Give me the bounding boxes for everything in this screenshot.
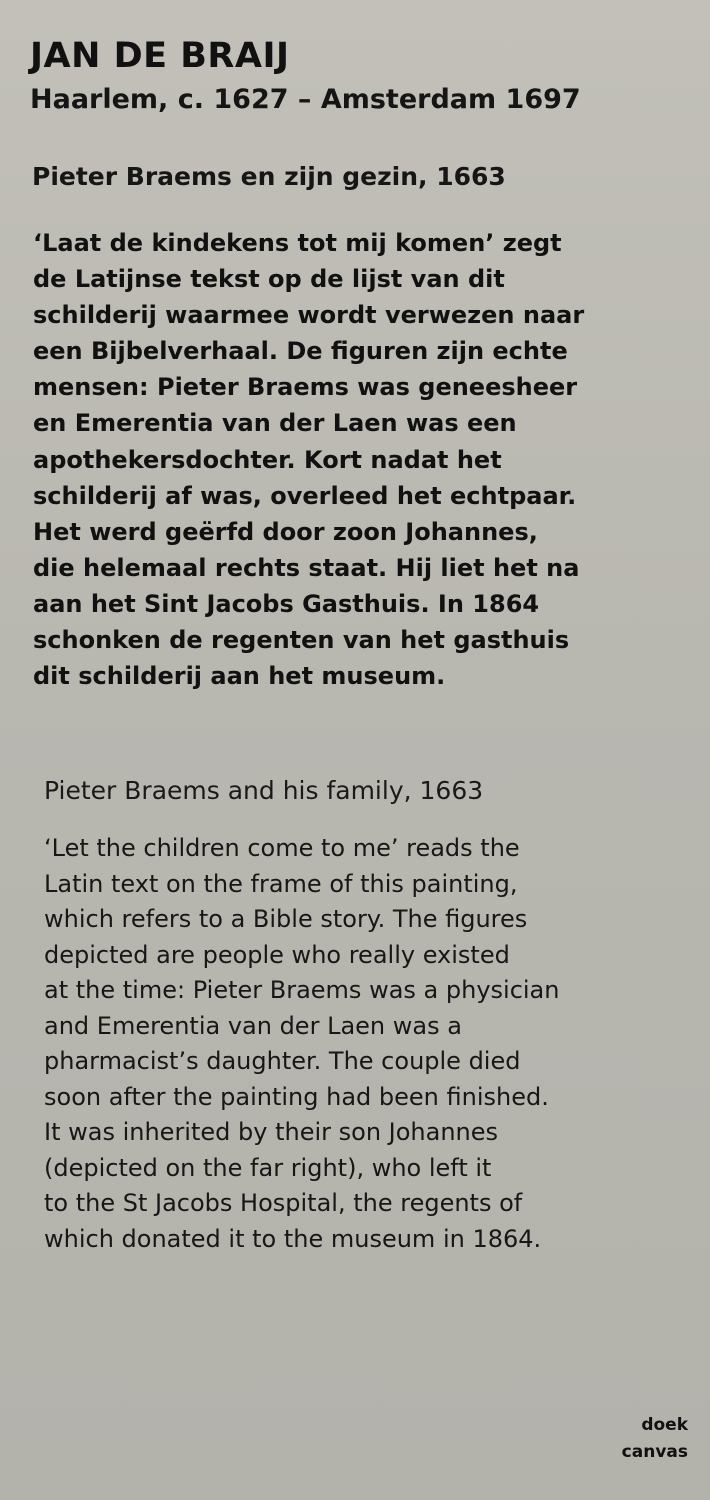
english-description-line: ‘Let the children come to me’ reads the: [44, 834, 520, 862]
dutch-description-line: schilderij af was, overleed het echtpaar.: [33, 481, 577, 510]
dutch-description-line: ‘Laat de kindekens tot mij komen’ zegt: [33, 229, 562, 257]
dutch-description-line: die helemaal rechts staat. Hij liet het na: [33, 553, 580, 582]
dutch-description-line: en Emerentia van der Laen was een: [33, 409, 517, 438]
english-artwork-title: Pieter Braems and his family, 1663: [44, 776, 484, 805]
english-description-line: soon after the painting had been finished.: [44, 1082, 549, 1111]
english-description: [44, 831, 664, 1257]
english-description-line: which refers to a Bible story. The figures: [44, 905, 528, 933]
dutch-description-line: schonken de regenten van het gasthuis: [33, 626, 570, 655]
dutch-description-line: een Bijbelverhaal. De figuren zijn echte: [33, 337, 568, 366]
artist-name: JAN DE BRAIJ: [30, 36, 290, 76]
english-description-line: (depicted on the far right), who left it: [44, 1153, 492, 1182]
english-description-line: Latin text on the frame of this painting,: [44, 869, 518, 898]
dutch-description-line: de Latijnse tekst op de lijst van dit: [33, 265, 505, 294]
english-description-line: pharmacist’s daughter. The couple died: [44, 1047, 521, 1075]
english-description-line: depicted are people who really existed: [44, 940, 510, 969]
dutch-description-line: dit schilderij aan het museum.: [33, 662, 446, 691]
english-description-line: at the time: Pieter Braems was a physician: [44, 976, 560, 1004]
medium-dutch: doek: [641, 1415, 688, 1435]
dutch-description-line: apothekersdochter. Kort nadat het: [33, 445, 502, 474]
english-description-line: and Emerentia van der Laen was a: [44, 1011, 462, 1040]
english-description-line: which donated it to the museum in 1864.: [44, 1224, 542, 1253]
dutch-description-line: schilderij waarmee wordt verwezen naar: [33, 301, 585, 330]
english-description-line: It was inherited by their son Johannes: [44, 1118, 499, 1146]
dutch-description-line: aan het Sint Jacobs Gasthuis. In 1864: [33, 589, 540, 618]
artist-dates: Haarlem, c. 1627 – Amsterdam 1697: [30, 84, 581, 115]
english-description-line: to the St Jacobs Hospital, the regents of: [44, 1189, 523, 1217]
dutch-description-line: mensen: Pieter Braems was geneesheer: [33, 373, 578, 402]
dutch-description: [33, 225, 653, 694]
medium-english: canvas: [621, 1442, 688, 1462]
dutch-artwork-title: Pieter Braems en zijn gezin, 1663: [32, 162, 506, 191]
dutch-description-line: Het werd geërfd door zoon Johannes,: [33, 517, 538, 546]
